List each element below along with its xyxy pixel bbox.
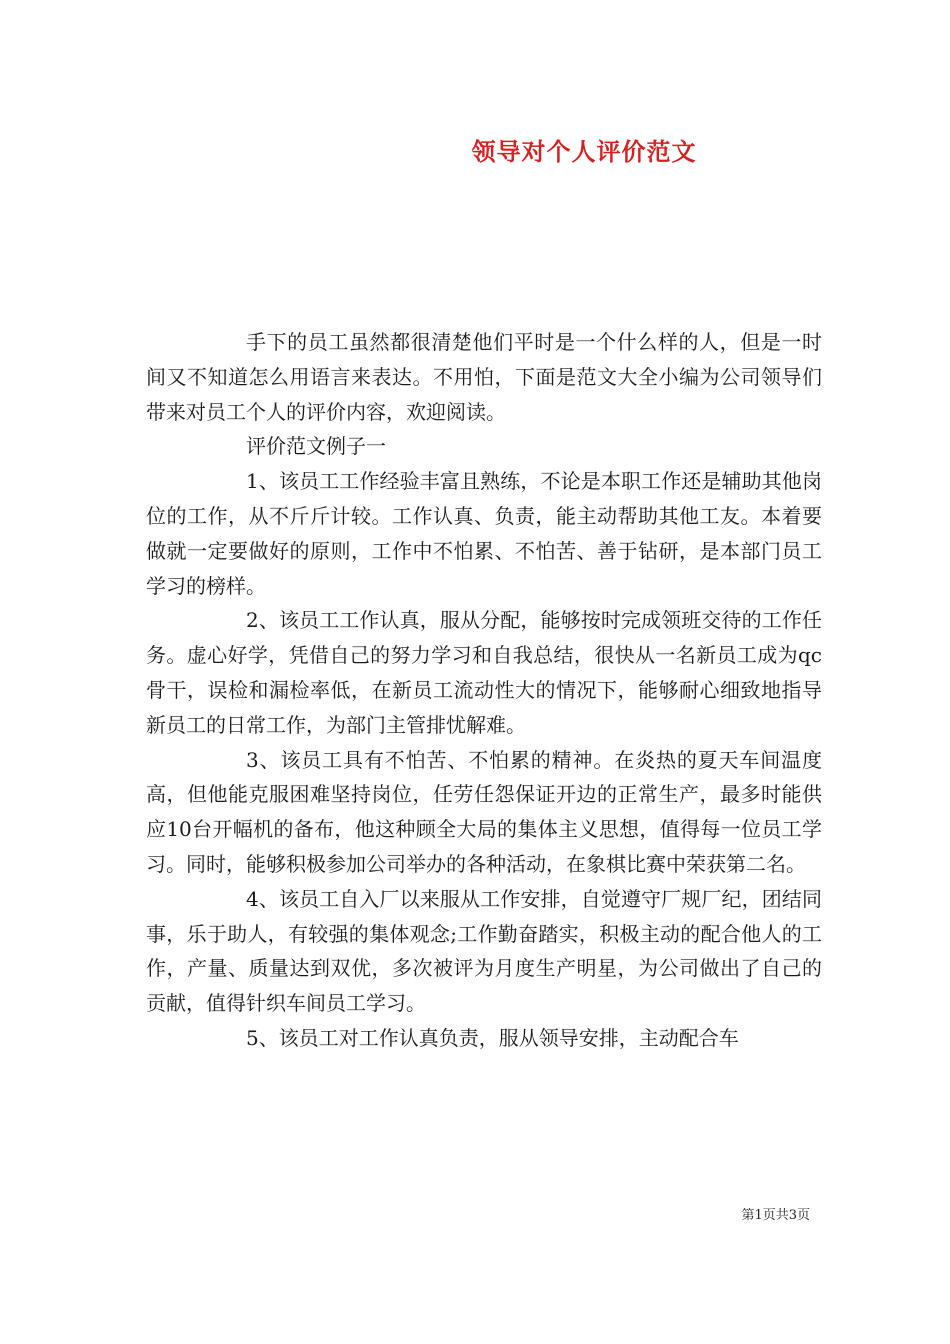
evaluation-item-4: 4、该员工自入厂以来服从工作安排，自觉遵守厂规厂纪，团结同事，乐于助人，有较强的集体观念;工作勤奋踏实，积极主动的配合他人的工作，产量、质量达到双优，多次被评为月度生产明星，为公司做出了自己的贡献，值得针织车间员工学习。 <box>146 886 822 1016</box>
evaluation-item-2: 2、该员工工作认真，服从分配，能够按时完成领班交待的工作任务。虚心好学，凭借自己的努力学习和自我总结，很快从一名新员工成为qc骨干，误检和漏检率低，在新员工流动性大的情况下，能够耐心细致地指导新员工的日常工作，为部门主管排忧解难。 <box>146 608 822 737</box>
intro-paragraph: 手下的员工虽然都很清楚他们平时是一个什么样的人，但是一时间又不知道怎么用语言来表达。不用怕，下面是范文大全小编为公司领导们带来对员工个人的评价内容，欢迎阅读。 <box>146 330 822 424</box>
document-body <box>146 325 822 1056</box>
evaluation-item-5: 5、该员工对工作认真负责，服从领导安排，主动配合车 <box>246 1025 739 1050</box>
section-heading: 评价范文例子一 <box>246 434 386 459</box>
page-number: 第1页共3页 <box>741 1208 810 1223</box>
document-title: 领导对个人评价范文 <box>471 137 697 166</box>
evaluation-item-3: 3、该员工具有不怕苦、不怕累的精神。在炎热的夏天车间温度高，但他能克服困难坚持岗位，任劳任怨保证开边的正常生产，最多时能供应10台开幅机的备布，他这种顾全大局的集体主义思想，值得每一位员工学习。同时，能够积极参加公司举办的各种活动，在象棋比赛中荣获第二名。 <box>146 747 822 876</box>
evaluation-item-1: 1、该员工工作经验丰富且熟练，不论是本职工作还是辅助其他岗位的工作，从不斤斤计较。工作认真、负责，能主动帮助其他工友。本着要做就一定要做好的原则，工作中不怕累、不怕苦、善于钻研，是本部门员工学习的榜样。 <box>146 469 822 598</box>
